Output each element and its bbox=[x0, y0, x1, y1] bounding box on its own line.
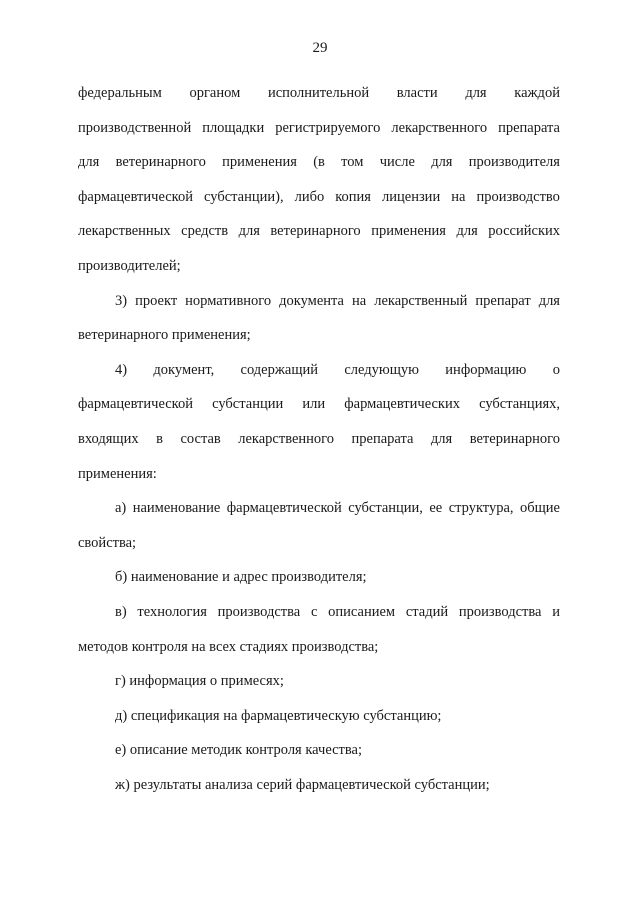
paragraph bbox=[78, 76, 560, 284]
word: производства bbox=[458, 603, 542, 620]
word: в) bbox=[115, 603, 127, 620]
word: документ, bbox=[153, 361, 215, 378]
word: субстанции bbox=[212, 396, 284, 413]
paragraph bbox=[78, 595, 560, 664]
word: препарата bbox=[498, 119, 560, 136]
text-line: г) информация о примесях; bbox=[115, 673, 284, 690]
word: для bbox=[465, 85, 487, 101]
word: и bbox=[552, 603, 560, 620]
word: стадий bbox=[405, 603, 449, 620]
text-line bbox=[78, 387, 560, 422]
text-line: методов контроля на всех стадиях производства; bbox=[78, 638, 379, 655]
word: о bbox=[552, 361, 560, 378]
text-line bbox=[78, 145, 560, 180]
text-line: ж) результаты анализа серий фармацевтической субстанции; bbox=[115, 776, 490, 793]
text-line: применения: bbox=[78, 465, 157, 482]
text-line bbox=[78, 595, 560, 630]
word: либо bbox=[294, 188, 325, 205]
word: следующую bbox=[344, 361, 419, 378]
text-line bbox=[78, 214, 560, 249]
document-body bbox=[78, 76, 560, 802]
text-line bbox=[78, 76, 560, 111]
word: в bbox=[156, 430, 163, 447]
word: проект bbox=[135, 292, 178, 309]
paragraph bbox=[78, 284, 560, 353]
word: на bbox=[352, 292, 367, 309]
word: площадки bbox=[202, 119, 265, 136]
word: или bbox=[302, 396, 326, 413]
word: для bbox=[538, 292, 560, 309]
word: лекарственного bbox=[391, 119, 488, 136]
word: на bbox=[451, 188, 466, 205]
word: технология bbox=[137, 603, 207, 620]
word: препарат bbox=[475, 292, 531, 309]
word: для bbox=[431, 154, 453, 171]
word: с bbox=[310, 603, 318, 620]
page-number: 29 bbox=[312, 40, 328, 56]
paragraph bbox=[78, 733, 560, 768]
text-line: е) описание методик контроля качества; bbox=[115, 742, 363, 759]
word: ветеринарного bbox=[115, 154, 206, 171]
word: производства bbox=[217, 603, 301, 620]
word: ветеринарного bbox=[270, 223, 361, 240]
word: лекарственный bbox=[374, 292, 468, 309]
word: фармацевтической bbox=[226, 500, 342, 517]
word: содержащий bbox=[240, 361, 319, 378]
word: субстанции), bbox=[204, 188, 284, 205]
word: общие bbox=[519, 500, 560, 517]
word: власти bbox=[396, 85, 438, 101]
word: а) bbox=[115, 500, 127, 517]
text-line: б) наименование и адрес производителя; bbox=[115, 569, 367, 586]
word: регистрируемого bbox=[275, 119, 381, 136]
word: каждой bbox=[514, 85, 560, 101]
word: для bbox=[238, 223, 260, 240]
word: описанием bbox=[328, 603, 396, 620]
text-line bbox=[78, 353, 560, 388]
word: 3) bbox=[115, 292, 128, 309]
word: 4) bbox=[115, 361, 128, 378]
paragraph bbox=[78, 353, 560, 491]
word: федеральным bbox=[78, 85, 162, 101]
word: фармацевтических bbox=[344, 396, 460, 413]
word: лицензии bbox=[382, 188, 441, 205]
word: применения bbox=[371, 223, 446, 240]
text-line bbox=[78, 180, 560, 215]
word: ветеринарного bbox=[469, 430, 560, 447]
text-line bbox=[78, 422, 560, 457]
word: производство bbox=[476, 188, 560, 205]
word: состав bbox=[180, 430, 221, 447]
text-line bbox=[78, 111, 560, 146]
word: для bbox=[78, 154, 100, 171]
word: (в bbox=[313, 154, 325, 171]
word: числе bbox=[379, 154, 415, 171]
word: производственной bbox=[78, 119, 192, 136]
paragraph bbox=[78, 768, 560, 803]
word: лекарственных bbox=[78, 223, 171, 240]
paragraph bbox=[78, 560, 560, 595]
paragraph bbox=[78, 664, 560, 699]
word: российских bbox=[488, 223, 560, 240]
text-line: д) спецификация на фармацевтическую субстанцию; bbox=[115, 707, 442, 724]
word: органом bbox=[189, 85, 241, 101]
word: ее bbox=[429, 500, 443, 517]
paragraph bbox=[78, 491, 560, 560]
word: документа bbox=[279, 292, 344, 309]
text-line bbox=[78, 284, 560, 319]
word: фармацевтической bbox=[78, 396, 193, 413]
text-line bbox=[78, 491, 560, 526]
word: субстанциях, bbox=[479, 396, 560, 413]
text-line: свойства; bbox=[78, 534, 137, 551]
word: информацию bbox=[445, 361, 527, 378]
word: фармацевтической bbox=[78, 188, 193, 205]
text-line: ветеринарного применения; bbox=[78, 327, 251, 344]
word: копия bbox=[335, 188, 371, 205]
word: для bbox=[456, 223, 478, 240]
word: структура, bbox=[448, 500, 514, 517]
word: препарата bbox=[351, 430, 414, 447]
paragraph bbox=[78, 699, 560, 734]
word: нормативного bbox=[185, 292, 272, 309]
word: средств bbox=[181, 223, 229, 240]
word: наименование bbox=[132, 500, 221, 517]
word: для bbox=[430, 430, 453, 447]
word: субстанции, bbox=[348, 500, 423, 517]
word: том bbox=[341, 154, 364, 171]
word: производителя bbox=[468, 154, 560, 171]
word: входящих bbox=[78, 430, 139, 447]
word: применения bbox=[222, 154, 297, 171]
word: исполнительной bbox=[267, 85, 370, 101]
text-line: производителей; bbox=[78, 257, 181, 274]
word: лекарственного bbox=[238, 430, 335, 447]
